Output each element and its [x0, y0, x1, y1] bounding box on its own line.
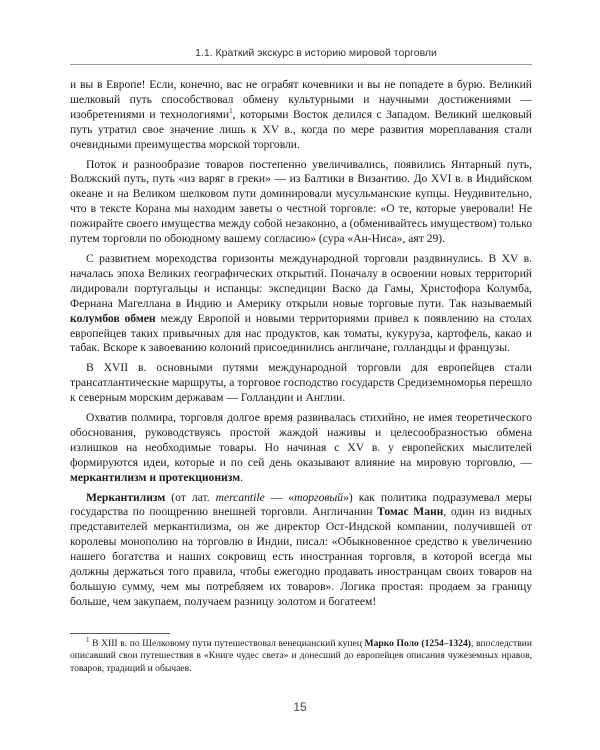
bold-name: Томас Манн: [377, 505, 444, 519]
paragraph: Поток и разнообразие товаров постепенно увеличивались, появились Янтарный путь, Волжский путь, путь «из варяг в греки» — из Балтики в Византию. До XVI в. в Индийском океане и на Великом шелковом пути доминировали мусульманские купцы. Неудивительно, что в тексте Корана мы находим заветы о честной торговле: «О те, которые уверовали! Не пожирайте своего имущества между собой незаконно, а (обменивайтесь имуществом) только путем торговли по обоюдному вашему согласию» (сура «Ан-Ниса», аят 29).: [70, 157, 532, 246]
bold-term: колумбов обмен: [70, 311, 156, 325]
page-number: 15: [293, 700, 307, 714]
bold-name: Марко Поло (1254–1324): [364, 638, 471, 649]
footnote-reference[interactable]: 1: [229, 106, 233, 115]
paragraph: Меркантилизм (от лат. mercantile — «торговый») как политика подразумевал меры государства по поощрению внешней торговли. Англичанин Томас Манн, один из видных представителей меркантилизма, он же директор Ост-Индской компании, получившей от королевы монополию на торговлю в Индии, писал: «Обыкновенное средство к увеличению нашего богатства и наших сокровищ есть иностранная торговля, в которой всегда мы должны держаться того правила, чтобы ежегодно продавать иностранцам своих товаров на большую сумму, чем мы потребляем их товаров». Логика простая: продаем за границу больше, чем закупаем, получаем разницу золотом и богатеем!: [70, 490, 533, 608]
italic-term: торговый: [294, 490, 344, 504]
header-divider: [70, 64, 532, 65]
footnote: $^1$ В XIII в. по Шелковому пути путешествовал венецианский купец Марко Поло (1254–1324), впоследствии описавший свои путешествия в «Книге чудес света» и донесший до европейцев описания чужеземных нравов, товаров, традиций и обычаев.: [70, 635, 532, 674]
footnote-mark: 1: [86, 635, 90, 644]
paragraph: В XVII в. основными путями международной торговли для европейцев стали трансатлантические маршруты, а торговое господство государств Средиземноморья перешло к северным морским державам — Голландии и Англии.: [70, 361, 532, 405]
italic-term: mercantile: [215, 490, 265, 504]
paragraph: С развитием мореходства горизонты международной торговли раздвинулись. В XV в. началась эпоха Великих географических открытий. Поначалу в освоении новых территорий лидировали португальцы и испанцы: экспедиции Васко да Гамы, Христофора Колумба, Фернана Магеллана в Индию и Америку открыли новые торговые пути. Так называемый колумбов обмен между Европой и новыми территориями привел к появлению на столах европейцев таких привычных для нас продуктов, как томаты, кукуруза, картофель, какао и табак. Вскоре к завоеванию колоний присоединились англичане, голландцы и французы.: [70, 251, 532, 355]
running-header: 1.1. Краткий экскурс в историю мировой торговли: [195, 47, 437, 59]
paragraph: и вы в Европе! Если, конечно, вас не ограбят кочевники и вы не попадете в бурю. Великий шелковый путь способствовал обмену культурными и научными достижениями — изобретениями и технологиями$^1$, которыми Восток делился с Западом. Великий шелковый путь утратил свое значение лишь к XV в., когда по мере развития мореплавания стали очевидными преимущества морской торговли.: [70, 78, 532, 151]
footnote-divider: [70, 633, 170, 634]
paragraph: Охватив полмира, торговля долгое время развивалась стихийно, не имея теоретического обоснования, руководствуясь простой жаждой наживы и целесообразностью обмена излишков на необходимые товары. Но начиная с XV в. у европейских мыслителей формируются идеи, которые и по сей день оказывают влияние на мировую торговлю, — меркантилизм и протекционизм.: [70, 411, 532, 484]
bold-term: меркантилизм и протекционизм: [70, 470, 241, 484]
bold-term: Меркантилизм: [86, 490, 166, 504]
main-text: [70, 78, 532, 615]
